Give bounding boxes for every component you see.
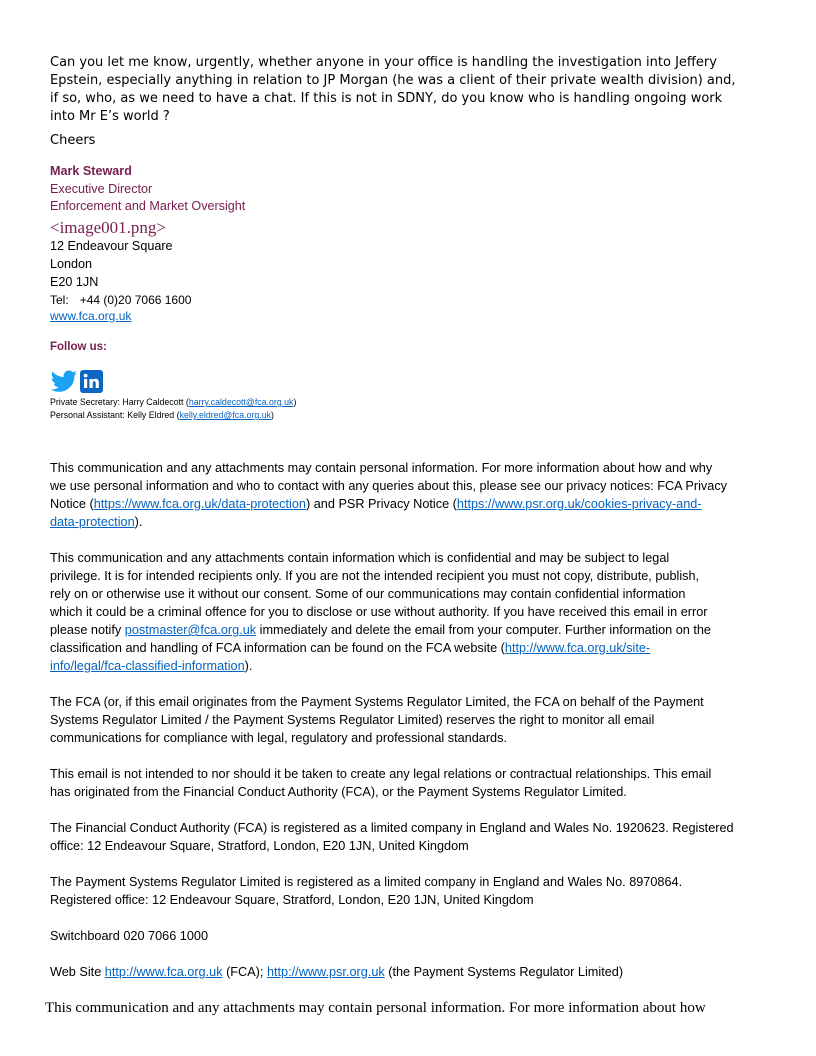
email-body-line: Epstein, especially anything in relation to JP Morgan (he was a client of their private wealth division) and, — [50, 73, 736, 88]
fca-registration-paragraph: The Financial Conduct Authority (FCA) is registered as a limited company in England and Wales No. 1920623. Registered office: 12 Endeavour Square, Stratford, London, E20 1JN, United Kingdom — [50, 821, 734, 853]
address-line: London — [50, 257, 93, 271]
tel-label: Tel: — [50, 293, 69, 307]
follow-us-label: Follow us: — [50, 341, 107, 353]
classified-info-link[interactable]: http://www.fca.org.uk/site- — [504, 641, 651, 655]
private-secretary-line: Private Secretary: Harry Caldecott (harry.caldecott@fca.org.uk) — [50, 397, 297, 407]
personal-assistant-line: Personal Assistant: Kelly Eldred (kelly.eldred@fca.org.uk) — [50, 410, 274, 420]
website-line: Web Site http://www.fca.org.uk (FCA); http://www.psr.org.uk (the Payment Systems Regulator Limited) — [50, 965, 624, 979]
address-line: 12 Endeavour Square — [50, 239, 173, 253]
twitter-icon[interactable] — [50, 370, 74, 394]
address-line: E20 1JN — [50, 275, 99, 289]
monitoring-paragraph: The FCA (or, if this email originates from the Payment Systems Regulator Limited, the FCA on behalf of the Payment Systems Regulator Limited / the Payment Systems Regulator Limited) reserves the right to monitor all email communications for compliance with legal, regulatory and professional standards. — [50, 695, 704, 745]
psr-registration-paragraph: The Payment Systems Regulator Limited is registered as a limited company in England and Wales No. 8970864. Registered office: 12 Endeavour Square, Stratford, London, E20 1JN, United Kingdom — [50, 875, 683, 907]
email-body — [50, 54, 766, 126]
secretary-email-link[interactable]: harry.caldecott@fca.org.uk — [188, 397, 294, 407]
signature-title: Executive Director — [50, 182, 153, 196]
psr-privacy-link-continued[interactable]: data-protection — [50, 515, 135, 529]
email-closing: Cheers — [50, 133, 96, 148]
signature-image-placeholder: <image001.png> — [50, 218, 166, 237]
linkedin-icon[interactable] — [80, 370, 103, 393]
postmaster-email-link[interactable]: postmaster@fca.org.uk — [124, 623, 257, 637]
fca-website-link[interactable]: http://www.fca.org.uk — [104, 965, 223, 979]
privacy-paragraph: This communication and any attachments may contain personal information. For more information about how and why we use personal information and who to contact with any queries about this, please see our privacy notices: FCA Privacy Notice (https://www.fca.org.uk/data-protection) and PSR Privacy Notice (https://www.psr.org.uk/cookies-privacy-and- data-protection). — [50, 461, 728, 529]
email-body-line: Can you let me know, urgently, whether anyone in your office is handling the investigation into Jeffery — [50, 55, 717, 70]
psr-website-link[interactable]: http://www.psr.org.uk — [266, 965, 385, 979]
signature-department: Enforcement and Market Oversight — [50, 199, 246, 213]
email-body-line: if so, who, as we need to have a chat. If this is not in SDNY, do you know who is handling ongoing work — [50, 91, 723, 106]
trailing-disclaimer-text: This communication and any attachments may contain personal information. For more information about how — [45, 1000, 706, 1016]
psr-privacy-link[interactable]: https://www.psr.org.uk/cookies-privacy-and- — [456, 497, 702, 511]
confidentiality-paragraph: This communication and any attachments contain information which is confidential and may be subject to legal privilege. It is for intended recipients only. If you are not the intended recipient you must not copy, distribute, publish, rely on or otherwise use it without our consent. Some of our communications may contain confidential information which it could be a criminal offence for you to disclose or use without authority. If you have received this email in error please notify postmaster@fca.org.uk immediately and delete the email from your computer. Further information on the classification and handling of FCA information can be found on the FCA website (http://www.fca.org.uk/site- info/legal/fca-classified-information). — [50, 551, 711, 673]
fca-privacy-link[interactable]: https://www.fca.org.uk/data-protection — [93, 497, 306, 511]
tel-number: +44 (0)20 7066 1600 — [79, 293, 192, 307]
assistant-email-link[interactable]: kelly.eldred@fca.org.uk — [179, 410, 271, 420]
switchboard-line: Switchboard 020 7066 1000 — [50, 929, 209, 943]
signature-name: Mark Steward — [50, 164, 132, 178]
telephone-line — [50, 293, 191, 307]
legal-relations-paragraph: This email is not intended to nor should it be taken to create any legal relations or contractual relationships. This email has originated from the Financial Conduct Authority (FCA), or the Payment Systems Regulator Limited. — [50, 767, 712, 799]
website-link[interactable]: www.fca.org.uk — [50, 309, 132, 323]
classified-info-link-continued[interactable]: info/legal/fca-classified-information — [50, 659, 245, 673]
email-body-line: into Mr E’s world ? — [50, 109, 170, 124]
